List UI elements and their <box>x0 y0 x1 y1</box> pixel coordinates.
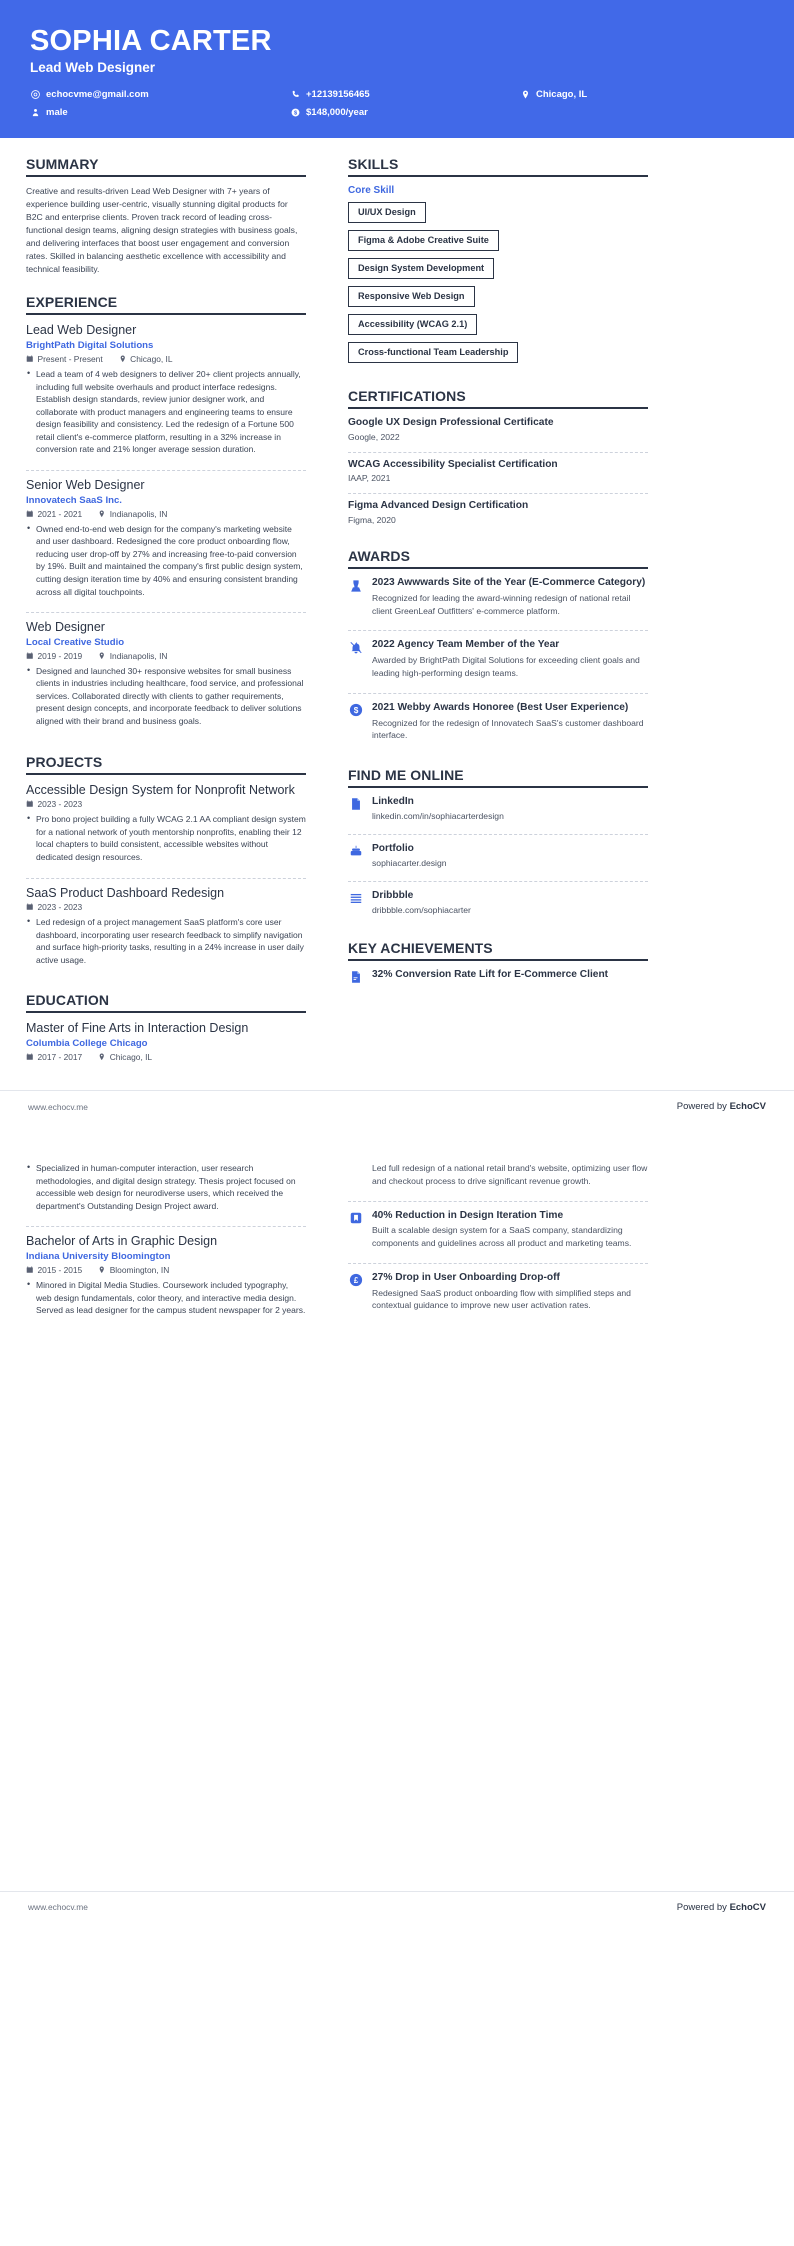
job-bullets <box>26 665 306 728</box>
contact-gender <box>30 107 290 118</box>
achievement-item <box>348 1201 648 1257</box>
job-location <box>98 651 167 661</box>
achievement-title: 40% Reduction in Design Iteration Time <box>372 1209 564 1221</box>
left-column <box>26 156 326 1090</box>
education-entry <box>26 1021 306 1072</box>
education-dates <box>26 1265 82 1275</box>
job-meta <box>26 354 306 364</box>
job-dates <box>26 354 103 364</box>
project-dates <box>26 799 82 809</box>
certification-name: Google UX Design Professional Certificate <box>348 416 554 428</box>
page-footer-2 <box>0 1891 794 1927</box>
project-bullets <box>26 916 306 966</box>
job-company: Local Creative Studio <box>26 636 125 648</box>
calendar-icon <box>26 903 34 911</box>
online-link-body <box>372 890 648 915</box>
bookmark-icon <box>348 1211 363 1226</box>
contact-phone-text: +12139156465 <box>306 88 370 100</box>
project-title: Accessible Design System for Nonprofit Network <box>26 782 295 797</box>
online-link-item[interactable] <box>348 834 648 875</box>
right-column <box>348 156 648 1090</box>
award-item <box>348 693 648 749</box>
job-dates <box>26 651 82 661</box>
experience-heading: EXPERIENCE <box>26 294 306 315</box>
awards-heading: AWARDS <box>348 548 648 569</box>
skill-chip: Accessibility (WCAG 2.1) <box>348 314 477 335</box>
project-bullet: • Pro bono project building a fully WCAG 2.1 AA compliant design system for a national network of youth mentorship nonprofits, enabling their 12 local chapters to build consistent, accessible websites without dedicated design resources. <box>26 813 306 863</box>
job-dates-text: 2019 - 2019 <box>37 650 83 661</box>
calendar-icon <box>26 510 34 518</box>
euro-badge-icon <box>348 1273 363 1288</box>
bell-icon <box>348 640 363 655</box>
skill-chip: Figma & Adobe Creative Suite <box>348 230 499 251</box>
achievement-item <box>348 1263 648 1319</box>
project-meta <box>26 902 306 912</box>
education-location <box>98 1052 152 1062</box>
contact-grid <box>30 89 764 118</box>
resume-header <box>0 0 794 138</box>
job-dates <box>26 509 82 519</box>
section-find-me-online <box>348 767 648 922</box>
certification-issuer: Google, 2022 <box>348 431 400 442</box>
footer-brand-name: EchoCV <box>729 1901 766 1913</box>
certification-issuer: Figma, 2020 <box>348 515 396 526</box>
page-footer <box>0 1090 794 1126</box>
online-link-url[interactable]: dribbble.com/sophiacarter <box>372 904 471 915</box>
online-link-body <box>372 843 648 868</box>
job-location-text: Chicago, IL <box>130 353 173 364</box>
certification-name: Figma Advanced Design Certification <box>348 500 529 512</box>
project-title: SaaS Product Dashboard Redesign <box>26 885 225 900</box>
footer-brand-name: EchoCV <box>729 1101 766 1113</box>
section-experience <box>26 294 306 735</box>
certifications-heading: CERTIFICATIONS <box>348 388 648 409</box>
job-company: BrightPath Digital Solutions <box>26 339 154 351</box>
education-bullets <box>26 1279 306 1317</box>
job-bullet: • Designed and launched 30+ responsive websites for small business clients in industries including healthcare, food service, and professional services. Collaborated directly with clients to gather requirements, present design concepts, and incorporate feedback to deliver solutions aligned with their brand and business goals. <box>26 665 306 728</box>
education-bullet: • Specialized in human-computer interaction, user research methodologies, and digital design strategy. Thesis project focused on accessible web design for neurodiverse users, which received the department's Outstanding Design Project award. <box>26 1162 306 1212</box>
achievement-desc: Built a scalable design system for a SaaS company, standardizing components and guidelines across all product and marketing teams. <box>372 1225 632 1249</box>
award-body <box>372 577 648 617</box>
online-link-body <box>372 796 648 821</box>
calendar-icon <box>26 800 34 808</box>
salary-icon <box>290 107 300 117</box>
spacer-icon <box>348 1163 363 1178</box>
achievement-body <box>372 1272 648 1312</box>
candidate-name: SOPHIA CARTER <box>30 25 272 57</box>
location-icon <box>119 355 127 363</box>
projects-heading: PROJECTS <box>26 754 306 775</box>
contact-salary-text: $148,000/year <box>306 106 368 118</box>
skills-group-label: Core Skill <box>348 184 395 196</box>
job-location <box>98 509 167 519</box>
section-skills <box>348 156 648 370</box>
achievement-desc: Redesigned SaaS product onboarding flow with simplified steps and contextual guidance to improve new user activation rates. <box>372 1287 631 1311</box>
dollar-badge-icon <box>348 703 363 718</box>
left-column-page2 <box>26 1162 326 1331</box>
section-education <box>26 992 306 1072</box>
contact-gender-text: male <box>46 106 68 118</box>
skills-list <box>348 202 648 370</box>
experience-entry <box>26 470 306 606</box>
resume-body <box>0 138 794 1090</box>
job-meta <box>26 509 306 519</box>
job-bullet: • Lead a team of 4 web designers to deliver 20+ client projects annually, including full website overhauls and product interface redesigns. Establish design standards, review junior designer work, and collaborate with product managers and engineering teams to ensure design feasibility and consistency. Led the redesign of a Fortune 500 retail client's e-commerce platform, resulting in a 32% increase in conversion rate and 21% longer average session duration. <box>26 368 306 456</box>
calendar-icon <box>26 1266 34 1274</box>
education-meta <box>26 1052 306 1062</box>
job-title: Web Designer <box>26 620 105 635</box>
achievement-body <box>372 1162 648 1187</box>
skill-chip: Design System Development <box>348 258 494 279</box>
award-body <box>372 639 648 679</box>
location-icon <box>520 89 530 99</box>
find-me-online-heading: FIND ME ONLINE <box>348 767 648 788</box>
candidate-role: Lead Web Designer <box>30 59 156 75</box>
online-link-item[interactable] <box>348 881 648 922</box>
achievement-item <box>348 969 648 992</box>
location-icon <box>98 652 106 660</box>
page-break <box>0 1126 794 1148</box>
education-dates-text: 2015 - 2015 <box>37 1265 83 1276</box>
education-location-text: Bloomington, IN <box>109 1265 170 1276</box>
degree-title: Bachelor of Arts in Graphic Design <box>26 1234 218 1249</box>
achievement-desc: Led full redesign of a national retail brand's website, optimizing user flow and checkout process to drive significant revenue growth. <box>372 1163 648 1186</box>
calendar-icon <box>26 355 34 363</box>
education-entry <box>26 1226 306 1324</box>
skill-chip: UI/UX Design <box>348 202 426 223</box>
education-heading: EDUCATION <box>26 992 306 1013</box>
job-title: Senior Web Designer <box>26 478 145 492</box>
cake-icon <box>348 844 363 859</box>
education-meta <box>26 1265 306 1275</box>
achievement-title: 27% Drop in User Onboarding Drop-off <box>372 1271 560 1283</box>
award-desc: Recognized for the redesign of Innovatech SaaS's customer dashboard interface. <box>372 717 644 741</box>
resume-body-page2 <box>0 1148 794 1331</box>
contact-location <box>520 89 764 100</box>
achievement-item-continued <box>348 1162 648 1194</box>
gender-icon <box>30 107 40 117</box>
footer-brand <box>677 1902 766 1913</box>
footer-site: www.echocv.me <box>28 1101 88 1112</box>
job-title: Lead Web Designer <box>26 323 137 338</box>
phone-icon <box>290 89 300 99</box>
contact-salary <box>290 107 520 118</box>
section-summary <box>26 156 306 276</box>
education-location <box>98 1265 169 1275</box>
online-link-url[interactable]: linkedin.com/in/sophiacarterdesign <box>372 810 504 821</box>
job-bullet: • Owned end-to-end web design for the company's marketing website and user dashboard. Redesigned the core product onboarding flow, reducing user drop-off by 27% and increasing free-to-paid conversion by 19%. Built and maintained the company's first public design system, cutting design iteration time by 40% and ensuring consistent branding across all digital touchpoints. <box>26 523 306 598</box>
project-bullets <box>26 813 306 863</box>
contact-email-text: echocvme@gmail.com <box>46 88 149 100</box>
education-location-text: Chicago, IL <box>109 1052 153 1063</box>
location-icon <box>98 510 106 518</box>
summary-heading: SUMMARY <box>26 156 306 177</box>
location-icon <box>98 1053 106 1061</box>
school-name: Indiana University Bloomington <box>26 1251 171 1263</box>
degree-title: Master of Fine Arts in Interaction Design <box>26 1021 249 1036</box>
education-bullet: • Minored in Digital Media Studies. Coursework included typography, web design fundamentals, color theory, and interactive media design. Served as lead designer for the campus student newspaper for 2 years. <box>26 1279 306 1317</box>
calendar-icon <box>26 1053 34 1061</box>
job-bullets <box>26 523 306 598</box>
contact-email[interactable] <box>30 89 290 100</box>
section-awards <box>348 548 648 749</box>
footer-site: www.echocv.me <box>28 1902 88 1913</box>
project-entry <box>26 783 306 872</box>
certification-item <box>348 452 648 489</box>
school-name: Columbia College Chicago <box>26 1038 148 1050</box>
email-icon <box>30 89 40 99</box>
document-icon <box>348 970 363 985</box>
job-dates-text: Present - Present <box>37 353 103 364</box>
project-dates-text: 2023 - 2023 <box>37 902 83 913</box>
experience-entry <box>26 323 306 464</box>
job-company: Innovatech SaaS Inc. <box>26 494 122 506</box>
project-dates-text: 2023 - 2023 <box>37 799 83 810</box>
lines-icon <box>348 891 363 906</box>
award-item <box>348 630 648 686</box>
document-icon <box>348 797 363 812</box>
education-bullets <box>26 1162 306 1212</box>
online-link-label: Dribbble <box>372 889 414 901</box>
online-link-url[interactable]: sophiacarter.design <box>372 857 447 868</box>
education-dates-text: 2017 - 2017 <box>37 1052 83 1063</box>
certification-issuer: IAAP, 2021 <box>348 473 391 484</box>
right-column-page2 <box>348 1162 648 1331</box>
job-location-text: Indianapolis, IN <box>109 508 168 519</box>
certification-item <box>348 493 648 530</box>
certification-name: WCAG Accessibility Specialist Certification <box>348 458 558 470</box>
job-location-text: Indianapolis, IN <box>109 650 168 661</box>
award-desc: Recognized for leading the award-winning redesign of national retail client GreenLeaf Outfitters' e-commerce platform. <box>372 592 631 616</box>
svg-text:$: $ <box>293 110 297 117</box>
certification-item <box>348 417 648 447</box>
summary-text: Creative and results-driven Lead Web Designer with 7+ years of experience building user-centric, visually stunning digital products for B2C and enterprise clients. Proven track record of leading cross-functional design teams, aligning design strategies with business goals, and delivering interfaces that boost user engagement and conversion rates. Skilled in balancing aesthetic excellence with accessibility and technical feasibility. <box>26 185 298 275</box>
education-dates <box>26 1052 82 1062</box>
online-link-label: LinkedIn <box>372 795 414 807</box>
skill-chip: Cross-functional Team Leadership <box>348 342 518 363</box>
award-title: 2021 Webby Awards Honoree (Best User Experience) <box>372 701 629 713</box>
job-meta <box>26 651 306 661</box>
award-body <box>372 702 648 742</box>
calendar-icon <box>26 652 34 660</box>
project-entry <box>26 878 306 975</box>
footer-powered-prefix: Powered by <box>676 1101 730 1113</box>
achievement-body <box>372 1210 648 1250</box>
project-meta <box>26 799 306 809</box>
contact-phone[interactable] <box>290 89 520 100</box>
trophy-icon <box>348 578 363 593</box>
project-bullet: • Led redesign of a project management SaaS platform's core user dashboard, incorporating user research feedback to simplify navigation and surface high-priority tasks, resulting in a 24% increase in user daily active usage. <box>26 916 306 966</box>
education-entry-continued <box>26 1162 306 1220</box>
project-dates <box>26 902 82 912</box>
award-title: 2022 Agency Team Member of the Year <box>372 639 560 651</box>
award-title: 2023 Awwwards Site of the Year (E-Commerce Category) <box>372 577 646 589</box>
online-link-label: Portfolio <box>372 842 414 854</box>
footer-powered-prefix: Powered by <box>676 1901 730 1913</box>
online-link-item[interactable] <box>348 796 648 828</box>
svg-text:$: $ <box>353 705 358 716</box>
section-key-achievements <box>348 940 648 992</box>
section-projects <box>26 754 306 975</box>
skills-heading: SKILLS <box>348 156 648 177</box>
key-achievements-heading: KEY ACHIEVEMENTS <box>348 940 648 961</box>
experience-entry <box>26 612 306 736</box>
achievement-title: 32% Conversion Rate Lift for E-Commerce Client <box>372 968 609 980</box>
award-item <box>348 577 648 624</box>
skill-chip: Responsive Web Design <box>348 286 475 307</box>
achievement-body <box>372 969 648 984</box>
location-icon <box>98 1266 106 1274</box>
page2-whitespace <box>0 1331 794 1891</box>
job-dates-text: 2021 - 2021 <box>37 508 83 519</box>
svg-text:£: £ <box>353 1276 358 1286</box>
award-desc: Awarded by BrightPath Digital Solutions for exceeding client goals and leading high-performing design teams. <box>372 655 640 678</box>
footer-brand <box>677 1101 766 1112</box>
section-certifications <box>348 388 648 530</box>
job-bullets <box>26 368 306 456</box>
job-location <box>119 354 173 364</box>
contact-location-text: Chicago, IL <box>536 88 588 100</box>
